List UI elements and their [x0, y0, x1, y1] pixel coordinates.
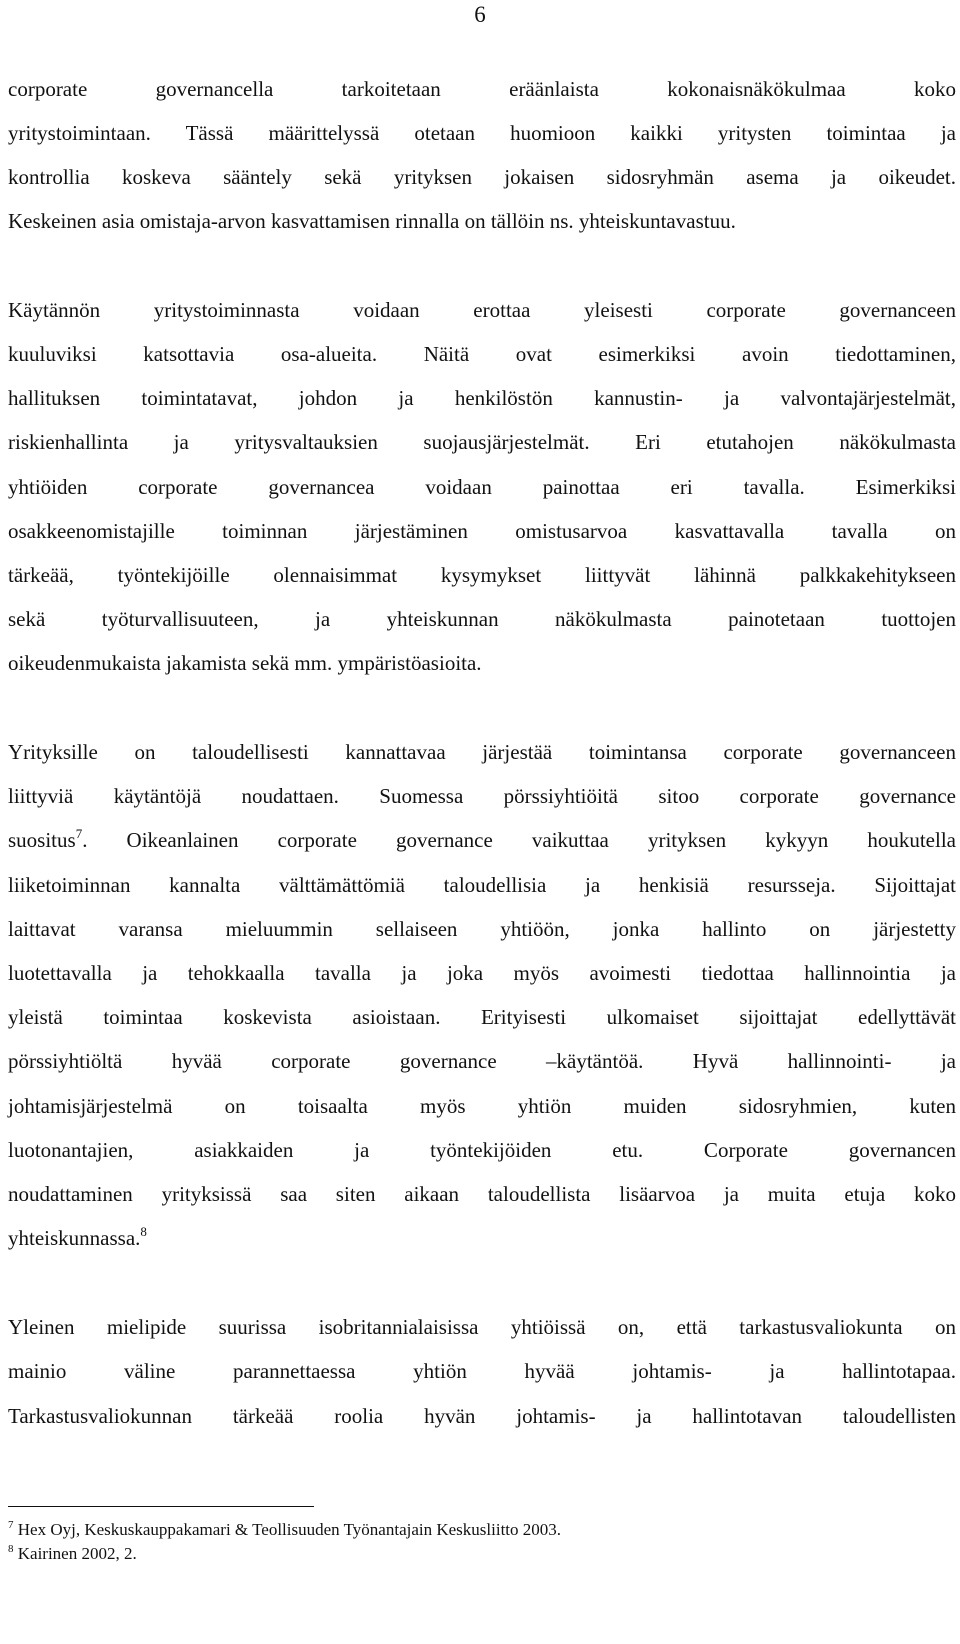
- text-line: Tarkastusvaliokunnan tärkeää roolia hyvän johtamis- ja hallintotavan taloudellisten: [8, 1404, 956, 1428]
- text-line: Yrityksille on taloudellisesti kannattavaa järjestää toimintansa corporate governanceen: [8, 740, 956, 764]
- text-line: Käytännön yritystoiminnasta voidaan erottaa yleisesti corporate governanceen: [8, 298, 956, 322]
- text-line: Yleinen mielipide suurissa isobritannialaisissa yhtiöissä on, että tarkastusvaliokunta on: [8, 1315, 956, 1339]
- text-segment: yhteiskunnassa.: [8, 1226, 141, 1250]
- text-line: sekä työturvallisuuteen, ja yhteiskunnan näkökulmasta painotetaan tuottojen: [8, 607, 956, 631]
- text-line: oikeudenmukaista jakamista sekä mm. ympäristöasioita.: [8, 651, 482, 675]
- footnote-text: Kairinen 2002, 2.: [17, 1544, 137, 1563]
- text-line: Keskeinen asia omistaja-arvon kasvattamisen rinnalla on tällöin ns. yhteiskuntavastuu.: [8, 209, 736, 233]
- text-line: liiketoiminnan kannalta välttämättömiä taloudellisia ja henkisiä resursseja. Sijoittajat: [8, 873, 956, 897]
- text-line: johtamisjärjestelmä on toisaalta myös yhtiön muiden sidosryhmien, kuten: [8, 1094, 956, 1118]
- text-line: hallituksen toimintatavat, johdon ja henkilöstön kannustin- ja valvontajärjestelmät,: [8, 386, 956, 410]
- text-segment: suositus: [8, 828, 76, 852]
- footnote-separator: [8, 1506, 314, 1507]
- text-line: mainio väline parannettaessa yhtiön hyvää johtamis- ja hallintotapaa.: [8, 1359, 956, 1383]
- text-line: liittyviä käytäntöjä noudattaen. Suomessa pörssiyhtiöitä sitoo corporate governance: [8, 784, 956, 808]
- footnote-ref-8[interactable]: 8: [140, 1224, 147, 1239]
- text-line-with-footnote: [8, 827, 956, 853]
- footnote-number: 8: [8, 1543, 14, 1555]
- text-line: laittavat varansa mieluummin sellaiseen yhtiöön, jonka hallinto on järjestetty: [8, 917, 956, 941]
- text-line: corporate governancella tarkoitetaan eräänlaista kokonaisnäkökulmaa koko: [8, 77, 956, 101]
- text-line-with-footnote: [8, 1225, 956, 1251]
- footnote-text: Hex Oyj, Keskuskauppakamari & Teollisuuden Työnantajain Keskusliitto 2003.: [17, 1520, 562, 1539]
- text-line: kuuluviksi katsottavia osa-alueita. Näitä ovat esimerkiksi avoin tiedottaminen,: [8, 342, 956, 366]
- text-line: pörssiyhtiöltä hyvää corporate governance –käytäntöä. Hyvä hallinnointi- ja: [8, 1049, 956, 1073]
- footnote-7: [8, 1520, 948, 1540]
- text-line: riskienhallinta ja yritysvaltauksien suojausjärjestelmät. Eri etutahojen näkökulmasta: [8, 430, 956, 454]
- footnote-ref-7[interactable]: 7: [75, 826, 83, 841]
- text-line: noudattaminen yrityksissä saa siten aikaan taloudellista lisäarvoa ja muita etuja koko: [8, 1182, 956, 1206]
- footnote-8: [8, 1544, 948, 1564]
- text-line: luotettavalla ja tehokkaalla tavalla ja joka myös avoimesti tiedottaa hallinnointia ja: [8, 961, 956, 985]
- text-line: yritystoimintaan. Tässä määrittelyssä otetaan huomioon kaikki yritysten toimintaa ja: [8, 121, 956, 145]
- text-line: kontrollia koskeva sääntely sekä yrityksen jokaisen sidosryhmän asema ja oikeudet.: [8, 165, 956, 189]
- text-line: tärkeää, työntekijöille olennaisimmat kysymykset liittyvät lähinnä palkkakehitykseen: [8, 563, 956, 587]
- text-segment: . Oikeanlainen corporate governance vaikuttaa yrityksen kykyyn houkutella: [82, 828, 956, 852]
- footnote-number: 7: [8, 1519, 14, 1531]
- text-line: yhtiöiden corporate governancea voidaan painottaa eri tavalla. Esimerkiksi: [8, 475, 956, 499]
- page-number: 6: [474, 2, 486, 27]
- text-line: luotonantajien, asiakkaiden ja työntekijöiden etu. Corporate governancen: [8, 1138, 956, 1162]
- text-line: osakkeenomistajille toiminnan järjestäminen omistusarvoa kasvattavalla tavalla on: [8, 519, 956, 543]
- text-line: yleistä toimintaa koskevista asioistaan. Erityisesti ulkomaiset sijoittajat edellyttävät: [8, 1005, 956, 1029]
